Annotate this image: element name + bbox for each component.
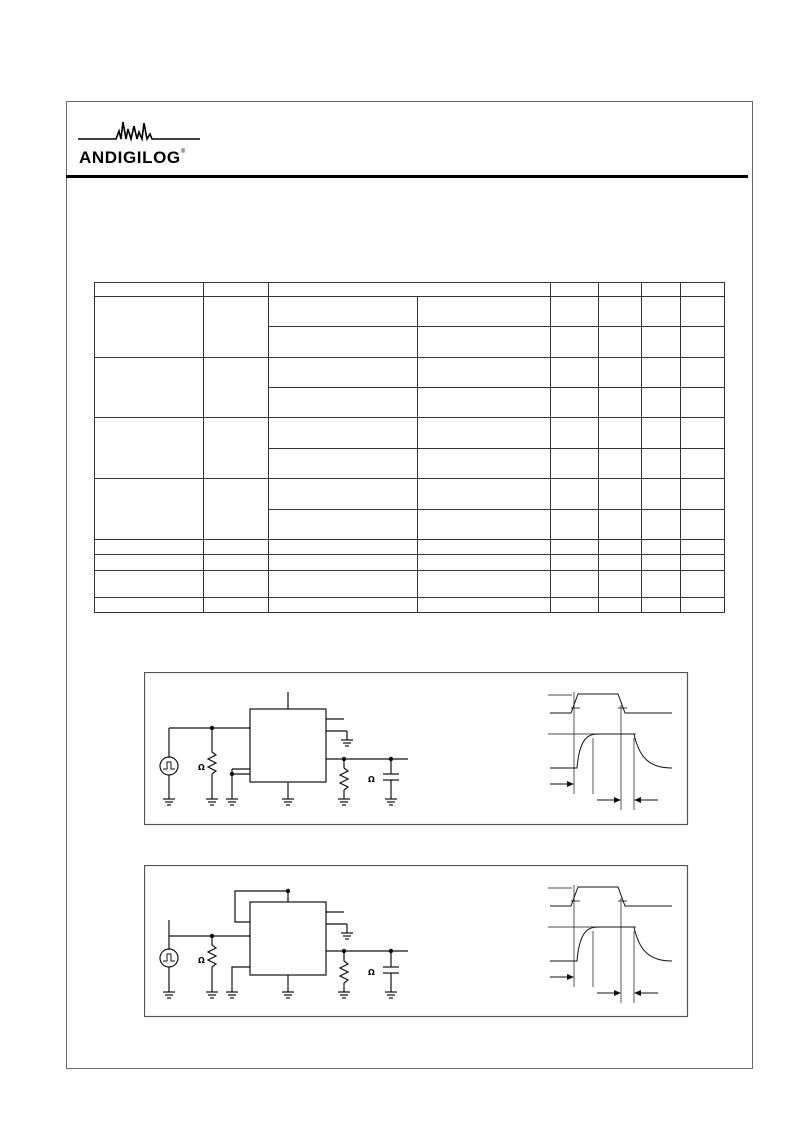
test-circuit-diagram-2 — [144, 865, 689, 1019]
header-rule — [66, 175, 748, 178]
input-resistor-unit: Ω — [198, 763, 205, 772]
specification-table — [94, 282, 726, 614]
test-circuit-diagram-1 — [144, 672, 689, 826]
load-capacitor-unit: Ω — [368, 775, 375, 784]
input-resistor-unit: Ω — [198, 956, 205, 965]
load-capacitor-unit: Ω — [368, 968, 375, 977]
brand-name: ANDIGILOG® — [79, 148, 186, 167]
